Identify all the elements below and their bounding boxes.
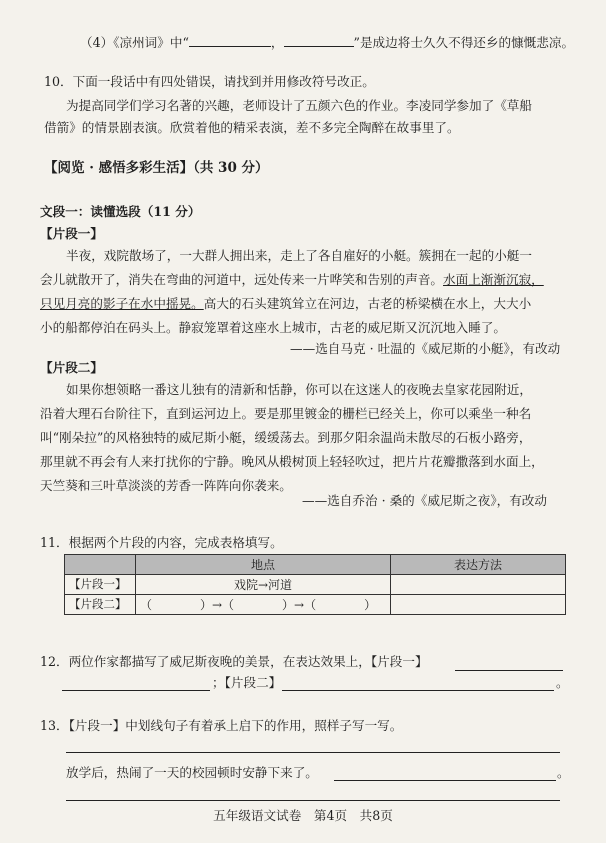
q13-answer-line-2[interactable] (66, 800, 560, 801)
frag1-source: ——选自马克 · 吐温的《威尼斯的小艇》，有改动 (290, 341, 561, 356)
page-footer: 五年级语文试卷 第4页 共8页 (213, 808, 393, 823)
q9-item4 (80, 34, 574, 50)
frag2-line3: 叫“刚朵拉”的风格独特的威尼斯小艇，缓缓荡去。到那夕阳余温尚未散尽的石板小路旁， (40, 430, 532, 445)
q11-title: 11．根据两个片段的内容，完成表格填写。 (40, 535, 283, 550)
q11-row2-place[interactable]: （ ）→（ ）→（ ） (136, 595, 391, 615)
q9-item4-text-a: （4）《凉州词》中“ (80, 35, 189, 50)
q11-col-method: 表达方法 (391, 555, 566, 575)
q12-line2-end: 。 (556, 675, 569, 690)
frag1-line3-text: 高大的石头建筑耸立在河边，古老的桥梁横在水上，大大小 (203, 296, 532, 311)
q11-row2-method-cell[interactable] (391, 595, 566, 615)
frag2-line5: 天竺葵和三叶草淡淡的芳香一阵阵向你袭来。 (40, 478, 292, 493)
section-title: 【阅览 · 感悟多彩生活】（共 30 分） (44, 160, 269, 176)
q11-table-header (65, 555, 566, 575)
frag1-underlined-sentence-b: 只见月亮的影子在水中摇晃。 (40, 296, 204, 311)
q12-answer-line-2[interactable] (62, 690, 210, 691)
frag2-line2: 沿着大理石台阶往下，直到运河边上。要是那里镀金的栅栏已经关上，你可以乘坐一种名 (40, 406, 532, 421)
frag1-label: 【片段一】 (40, 226, 103, 241)
q9-blank-1[interactable] (189, 34, 271, 47)
q13-title: 13．【片段一】中划线句子有着承上启下的作用，照样子写一写。 (40, 718, 403, 733)
q13-answer-line-1[interactable] (334, 780, 556, 781)
passage-heading: 文段一：读懂选段（11 分） (40, 204, 201, 219)
frag1-line2 (40, 274, 544, 287)
frag1-underlined-sentence-a: 水面上渐渐沉寂， (443, 272, 544, 287)
q9-blank-2[interactable] (284, 34, 354, 47)
q11-table (64, 554, 566, 615)
q11-row-1 (65, 575, 566, 595)
q11-row1-method-cell[interactable] (391, 575, 566, 595)
q12-line2: ；【片段二】 (212, 675, 282, 690)
q11-row1-label: 【片段一】 (65, 575, 136, 595)
q11-row2-label: 【片段二】 (65, 595, 136, 615)
frag1-line4: 小的船都停泊在码头上。静寂笼罩着这座水上城市，古老的威尼斯又沉沉地入睡了。 (40, 320, 506, 335)
frag1-line1: 半夜，戏院散场了，一大群人拥出来，走上了各自雇好的小艇。簇拥在一起的小艇一 (66, 248, 532, 263)
frag2-line4: 那里就不再会有人来打扰你的宁静。晚风从椴树顶上轻轻吹过，把片片花瓣撒落到水面上， (40, 454, 544, 469)
q12-answer-line-1[interactable] (455, 670, 563, 671)
q10-title: 10．下面一段话中有四处错误，请找到并用修改符号改正。 (44, 74, 375, 89)
q12-answer-line-3[interactable] (282, 690, 554, 691)
q11-col-place: 地点 (136, 555, 391, 575)
q10-passage-line1: 为提高同学们学习名著的兴趣，老师设计了五颜六色的作业。李凌同学参加了《草船 (66, 98, 532, 113)
frag1-line3 (40, 298, 531, 311)
frag2-line1: 如果你想领略一番这儿独有的清新和恬静，你可以在这迷人的夜晚去皇家花园附近， (66, 382, 532, 397)
q9-item4-text-b: ， (270, 35, 284, 50)
q9-item4-text-c: ”是成边将士久久不得还乡的慷慨悲凉。 (353, 35, 575, 50)
q11-col-blank (65, 555, 136, 575)
frag2-source: ——选自乔治 · 桑的《威尼斯之夜》，有改动 (302, 493, 547, 508)
q11-row-2 (65, 595, 566, 615)
q12-line1: 12．两位作家都描写了威尼斯夜晚的美景，在表达效果上，【片段一】 (40, 654, 428, 669)
frag1-line2-text: 会儿就散开了，消失在弯曲的河道中，远处传来一片哗笑和告别的声音。 (40, 272, 443, 287)
q13-example-line[interactable] (66, 752, 560, 753)
q13-end: 。 (557, 765, 570, 780)
q13-sentence: 放学后，热闹了一天的校园顿时安静下来了。 (66, 765, 318, 780)
q11-row1-place: 戏院→河道 (136, 575, 391, 595)
frag2-label: 【片段二】 (40, 360, 103, 375)
q10-passage-line2: 借箭》的情景剧表演。欣赏着他的精采表演，差不多完全陶醉在故事里了。 (44, 120, 460, 135)
